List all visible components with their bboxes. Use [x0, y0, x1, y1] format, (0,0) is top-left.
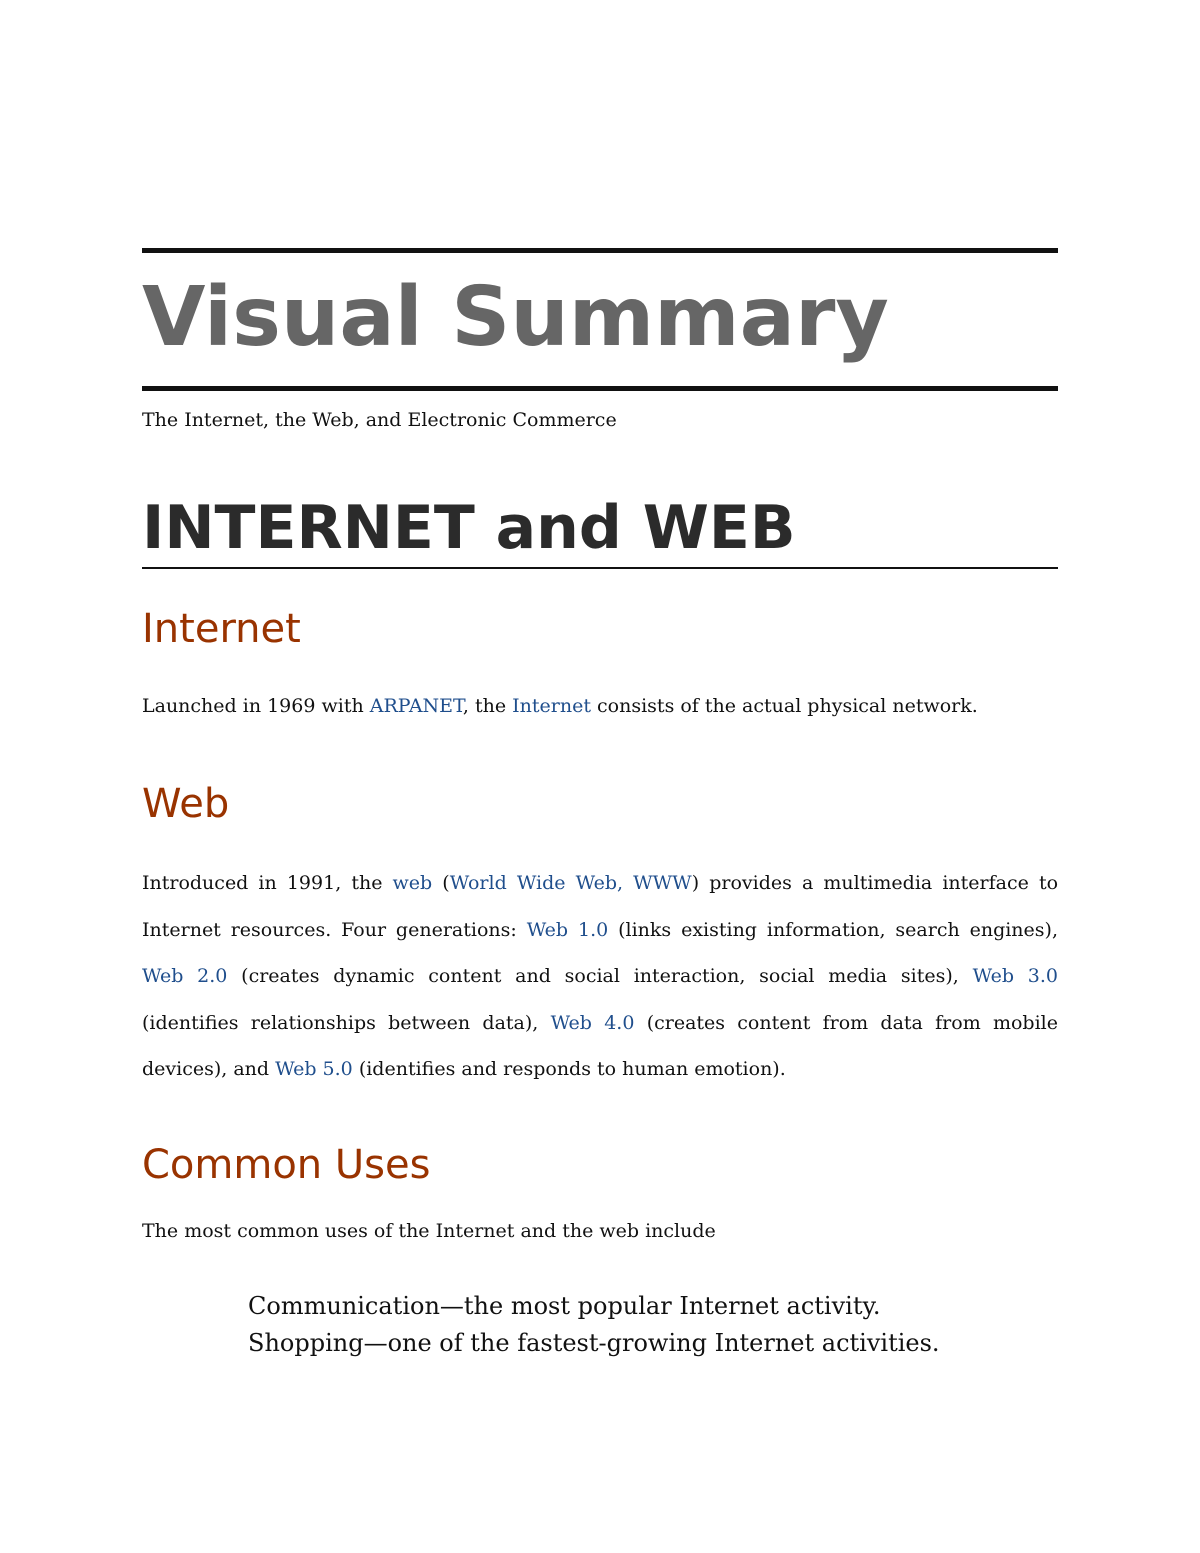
- internet-heading: Internet: [142, 606, 301, 652]
- list-item-communication: Communication—the most popular Internet activity.: [248, 1292, 881, 1320]
- web-text-1: Introduced in 1991, the: [142, 872, 393, 894]
- web-term: web: [392, 872, 433, 894]
- web-text-3: ) provides a multimedia interface to Internet resources. Four generations:: [142, 872, 1059, 941]
- section-heading: INTERNET and WEB: [142, 493, 796, 563]
- internet-text-3: consists of the actual physical network.: [591, 695, 978, 717]
- title-top-rule: [142, 248, 1058, 253]
- list-item-shopping: Shopping—one of the fastest-growing Internet activities.: [248, 1329, 940, 1357]
- internet-text-1: Launched in 1969 with: [142, 695, 370, 717]
- document-subtitle: The Internet, the Web, and Electronic Commerce: [142, 409, 617, 431]
- section-heading-rule: [142, 567, 1058, 569]
- web-text-5: (creates dynamic content and social interaction, social media sites),: [227, 965, 973, 987]
- web-3-term: Web 3.0: [972, 965, 1058, 987]
- web-2-term: Web 2.0: [142, 965, 228, 987]
- web-1-term: Web 1.0: [526, 918, 609, 941]
- document-title: Visual Summary: [142, 270, 889, 365]
- web-text-2: (: [432, 872, 450, 894]
- title-bottom-rule: [142, 386, 1058, 391]
- web-heading: Web: [142, 781, 230, 827]
- internet-paragraph: [142, 692, 978, 720]
- internet-term: Internet: [512, 695, 591, 717]
- common-uses-list: [248, 1288, 940, 1362]
- common-uses-heading: Common Uses: [142, 1142, 431, 1188]
- www-term: World Wide Web, WWW: [449, 872, 692, 894]
- web-5-term: Web 5.0: [275, 1058, 353, 1080]
- web-paragraph: [142, 860, 1058, 1093]
- arpanet-term: ARPANET: [369, 695, 463, 717]
- common-uses-intro: The most common uses of the Internet and the web include: [142, 1220, 716, 1242]
- internet-text-2: , the: [462, 695, 513, 717]
- web-text-7: (creates content from data from mobile devices), and: [142, 1011, 1058, 1080]
- web-text-8: (identifies and responds to human emotion).: [352, 1058, 786, 1080]
- web-text-6: (identifies relationships between data),: [142, 1011, 551, 1034]
- web-text-4: (links existing information, search engines),: [608, 918, 1058, 941]
- web-4-term: Web 4.0: [550, 1011, 635, 1034]
